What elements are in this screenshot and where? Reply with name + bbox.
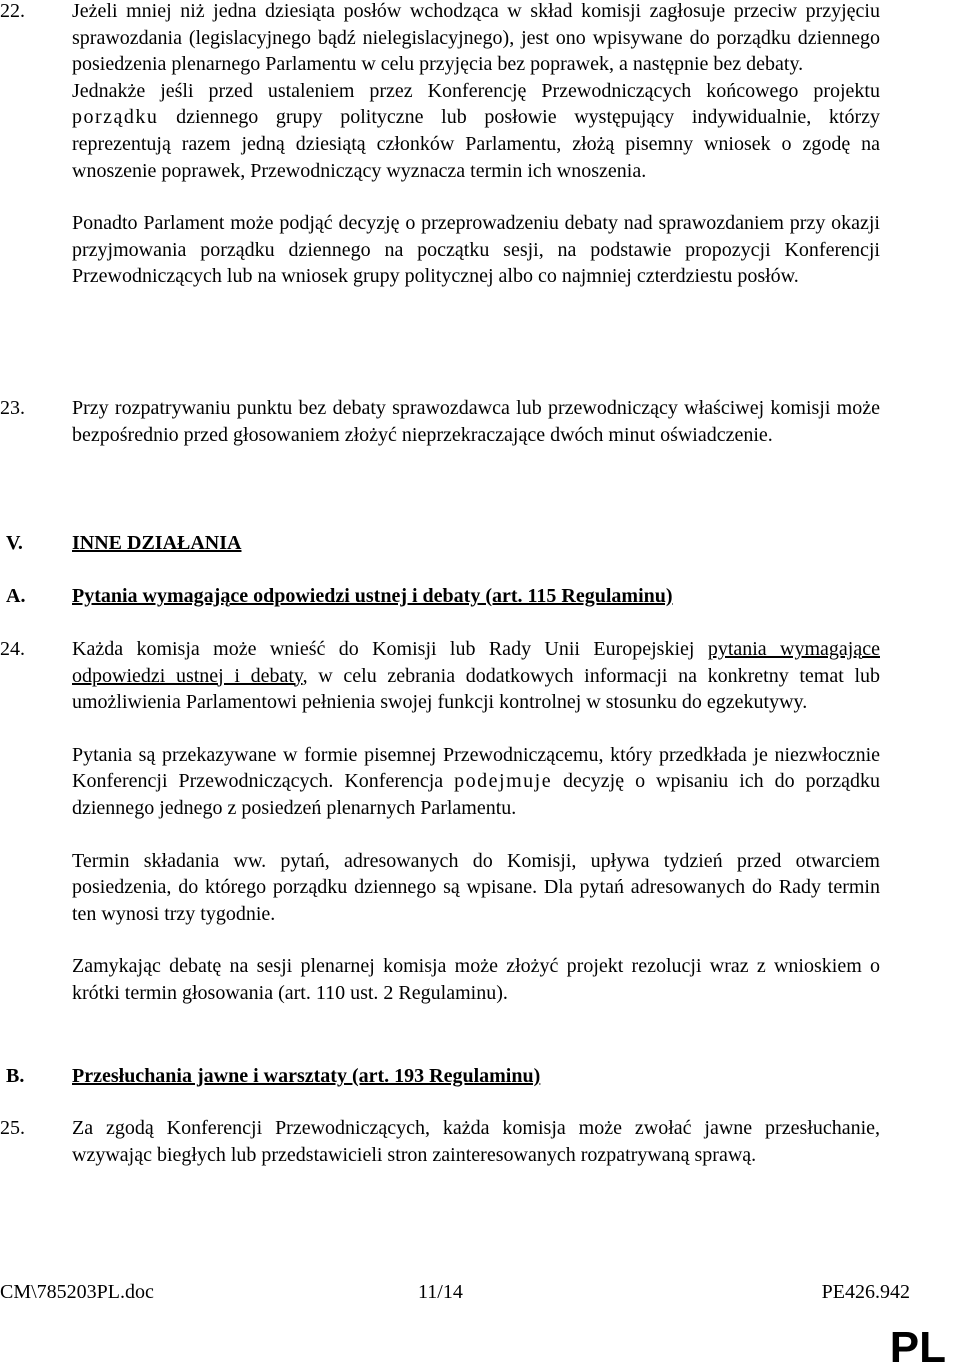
document-reference: CM\785203PL.doc [0,1281,154,1303]
paragraph-body [72,1115,880,1168]
pe-reference: PE426.942 [821,1281,910,1303]
paragraph-text: Za zgodą Konferencji Przewodniczących, każda komisja może zwołać jawne przesłuchanie, wzywając biegłych lub przedstawicieli stron zainteresowanych rozpatrywaną sprawą. [72,1117,880,1166]
language-code: PL [889,1323,946,1372]
paragraph-text: Jednakże jeśli przed ustaleniem przez Konferencję Przewodniczących końcowego projektu porządku dziennego grupy polityczne lub posłowie występujący indywidualnie, którzy reprezentują razem jedną dziesiątą członków Parlamentu, złożą pisemny wniosek o zgodę na wnoszenie poprawek, Przewodniczący wyznacza termin ich wnoszenia. [72,79,880,182]
section-title: Przesłuchania jawne i warsztaty (art. 193 Regulaminu) [72,1065,541,1087]
paragraph-text: Pytania są przekazywane w formie pisemnej Przewodniczącemu, który przedkłada je niezwłocznie Konferencji Przewodniczących. Konferencja podejmuje decyzję o wpisaniu ich do porządku dziennego jednego z posiedzeń plenarnych Parlamentu. [72,743,880,819]
paragraph-body [72,0,880,290]
paragraph-text: Jeżeli mniej niż jedna dziesiąta posłów wchodząca w skład komisji zagłosuje przeciw przyjęciu sprawozdania (legislacyjnego bądź nielegislacyjnego), jest ono wpisywane do porządku dziennego posiedzenia plenarnego Parlamentu w celu przyjęcia bez poprawek, a następnie bez debaty. [72,0,880,76]
cross-reference: pytania wymagające odpowiedzi ustnej i debaty [72,638,880,687]
paragraph-number: 22. [0,0,25,22]
paragraph-text: Zamykając debatę na sesji plenarnej komisja może złożyć projekt rezolucji wraz z wnioskiem o krótki termin głosowania (art. 110 ust. 2 Regulaminu). [72,955,880,1004]
section-number: B. [6,1065,25,1087]
section-number: A. [6,585,26,607]
paragraph-number: 24. [0,638,25,660]
paragraph-text: Przy rozpatrywaniu punktu bez debaty sprawozdawca lub przewodniczący właściwej komisji może bezpośrednio przed głosowaniem złożyć nieprzekraczające dwóch minut oświadczenie. [72,397,880,446]
paragraph-text: Każda komisja może wnieść do Komisji lub Rady Unii Europejskiej pytania wymagające odpowiedzi ustnej i debaty, w celu zebrania dodatkowych informacji na konkretny temat lub umożliwienia Parlamentowi pełnienia swojej funkcji kontrolnej w stosunku do egzekutywy. [72,638,881,714]
paragraph-text: Termin składania ww. pytań, adresowanych do Komisji, upływa tydzień przed otwarciem posiedzenia, do którego porządku dziennego są wpisane. Dla pytań adresowanych do Rady termin ten wynosi trzy tygodnie. [72,849,880,925]
paragraph-number: 23. [0,397,25,419]
page-number: 11/14 [418,1281,463,1303]
paragraph-body [72,395,880,448]
section-number: V. [6,532,23,554]
section-title: Pytania wymagające odpowiedzi ustnej i debaty (art. 115 Regulaminu) [72,585,673,607]
paragraph-body [72,636,880,1007]
page-footer [0,1279,910,1307]
section-title: INNE DZIAŁANIA [72,532,242,554]
paragraph-number: 25. [0,1117,25,1139]
paragraph-text: Ponadto Parlament może podjąć decyzję o przeprowadzeniu debaty nad sprawozdaniem przy okazji przyjmowania porządku dziennego na początku sesji, na podstawie propozycji Konferencji Przewodniczących lub na wniosek grupy politycznej albo co najmniej czterdziestu posłów. [72,212,880,288]
